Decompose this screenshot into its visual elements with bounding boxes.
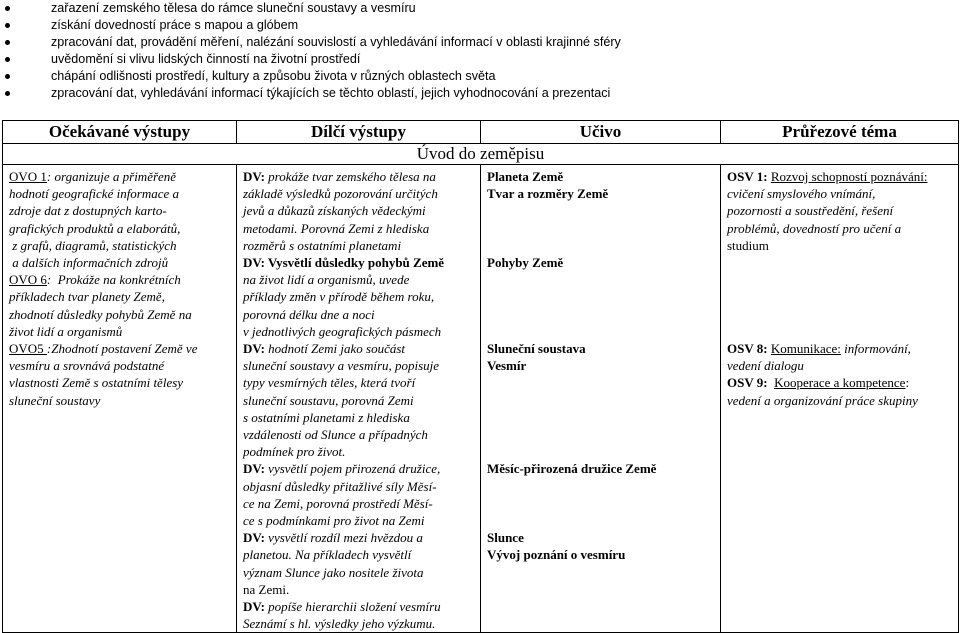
ucivo-item: Slunce bbox=[487, 530, 524, 545]
dv-block-6-first-line: DV: popíše hierarchii složení vesmíru bbox=[243, 599, 441, 615]
ovo5-line: vesmíru a srovnává podstatné bbox=[9, 358, 165, 374]
osv1-line: pozornosti a soustředění, řešení bbox=[727, 203, 894, 219]
ucivo-item: Planeta Země bbox=[487, 169, 564, 184]
dv-line: význam Slunce jako nositele života bbox=[243, 564, 424, 580]
dv-line: sluneční soustavy a vesmíru, popisuje bbox=[243, 358, 440, 374]
dv-line: ce s podmínkami pro život na Zemi bbox=[243, 513, 425, 529]
ucivo-group bbox=[487, 460, 656, 477]
dv-line: metodami. Porovná Zemi z hlediska bbox=[243, 220, 430, 236]
ovo6-line: zhodnotí důsledky pohybů Země na bbox=[9, 306, 192, 322]
osv1-first-line: OSV 1: Rozvoj schopností poznávání: bbox=[727, 169, 928, 184]
osv1-line: studium bbox=[727, 237, 769, 253]
osv8-first-line: OSV 8: Komunikace: informování, bbox=[727, 341, 911, 356]
ovo6-label: OVO 6 bbox=[9, 272, 47, 288]
ovo1-label: OVO 1 bbox=[9, 169, 47, 184]
dv-line: typy vesmírných těles, která tvoří bbox=[243, 375, 416, 391]
bullet-icon bbox=[5, 23, 10, 28]
ovo1-line: z grafů, diagramů, statistických bbox=[9, 237, 177, 253]
dv-block-3-first-line: DV: hodnotí Zemi jako součást bbox=[243, 341, 406, 357]
ovo1-line: hodnotí geografické informace a bbox=[9, 186, 180, 202]
ucivo-item: Sluneční soustava bbox=[487, 341, 586, 356]
dv-line: základě výsledků pozorování určitých bbox=[243, 186, 438, 202]
ucivo-item: Tvar a rozměry Země bbox=[487, 186, 609, 202]
table-header-row bbox=[3, 121, 959, 144]
ovo1-line: a dalších informačních zdrojů bbox=[9, 255, 169, 271]
ovo5-label: OVO5 bbox=[9, 341, 47, 357]
dv-block-4-first-line: DV: vysvětlí pojem přirozená družice, bbox=[243, 461, 441, 477]
bullet-icon bbox=[5, 6, 10, 11]
osv9-line: vedení a organizování práce skupiny bbox=[727, 392, 918, 408]
ovo5-line: sluneční soustavy bbox=[9, 392, 101, 408]
dv-line: planetou. Na příkladech vysvětlí bbox=[243, 547, 412, 563]
ovo6-first-line: OVO 6: Prokáže na konkrétních bbox=[9, 272, 181, 288]
osv8-9-block bbox=[727, 340, 918, 409]
cross-topic-cell bbox=[721, 165, 959, 633]
bullet-icon bbox=[5, 74, 10, 79]
dv-line: objasní důsledky přitažlivé síly Měsí- bbox=[243, 478, 437, 494]
dv-line: vzdálenosti od Slunce a případných bbox=[243, 427, 428, 443]
bullet-icon bbox=[5, 57, 10, 62]
osv1-line: cvičení smyslového vnímání, bbox=[727, 186, 876, 202]
dv-line: v jednotlivých geografických pásmech bbox=[243, 323, 442, 339]
section-title: Úvod do zeměpisu bbox=[3, 144, 959, 165]
osv1-block bbox=[727, 168, 928, 254]
dv-block-5-first-line: DV: vysvětlí rozdíl mezi hvězdou a bbox=[243, 530, 423, 546]
dv-line: podmínek pro život. bbox=[243, 444, 346, 460]
ucivo-item: Měsíc-přirozená družice Země bbox=[487, 461, 657, 476]
ucivo-group bbox=[487, 529, 625, 563]
ovo1-first-line: OVO 1: organizuje a přiměřeně bbox=[9, 169, 177, 184]
dv-line: Seznámí s hl. výsledky jeho výzkumu. bbox=[243, 616, 436, 632]
ucivo-item: Vesmír bbox=[487, 358, 527, 374]
ucivo-group bbox=[487, 168, 608, 202]
expected-outcomes-cell bbox=[3, 165, 237, 633]
dv-line: jevů a důkazů získaných vědeckými bbox=[243, 203, 426, 219]
osv9-first-line: OSV 9: Kooperace a kompetence: bbox=[727, 375, 910, 391]
osv8-line: vedení dialogu bbox=[727, 358, 804, 374]
dv-line: sluneční soustavu, porovná Zemi bbox=[243, 392, 414, 408]
dv-block-2-first-line: DV: Vysvětlí důsledky pohybů Země bbox=[243, 255, 445, 271]
curriculum-cell bbox=[481, 165, 721, 633]
dv-line: rozměrů s ostatními planetami bbox=[243, 237, 402, 253]
partial-outcomes-cell bbox=[237, 165, 481, 633]
section-row bbox=[3, 144, 959, 165]
header-expected-outcomes: Očekávané výstupy bbox=[3, 121, 237, 144]
bullet-icon bbox=[5, 40, 10, 45]
dv-line: příklady změn v přírodě během roku, bbox=[243, 289, 435, 305]
header-curriculum: Učivo bbox=[481, 121, 721, 144]
header-cross-topic: Průřezové téma bbox=[721, 121, 959, 144]
ovo5-line: vlastnosti Země s ostatními tělesy bbox=[9, 375, 184, 391]
dv-line: s ostatními planetami z hlediska bbox=[243, 409, 410, 425]
ucivo-group bbox=[487, 340, 586, 374]
ovo6-line: život lidí a organismů bbox=[9, 323, 123, 339]
ucivo-group bbox=[487, 254, 563, 271]
ovo5-first-line: OVO5 :Zhodnotí postavení Země ve bbox=[9, 341, 198, 357]
curriculum-table bbox=[2, 120, 959, 633]
ovo1-line: grafických produktů a elaborátů, bbox=[9, 220, 181, 236]
osv1-line: problémů, dovedností pro učení a bbox=[727, 220, 902, 236]
dv-block-1-first-line: DV: prokáže tvar zemského tělesa na bbox=[243, 169, 436, 184]
dv-line: na život lidí a organismů, uvede bbox=[243, 272, 410, 288]
ucivo-item: Vývoj poznání o vesmíru bbox=[487, 547, 626, 563]
dv-line: ce na Zemi, porovná prostředí Měsí- bbox=[243, 495, 433, 511]
ovo1-line: zdroje dat z dostupných karto- bbox=[9, 203, 167, 219]
dv-line: porovná délku dne a noci bbox=[243, 306, 375, 322]
ovo6-line: příkladech tvar planety Země, bbox=[9, 289, 165, 305]
bullet-icon bbox=[5, 91, 10, 96]
table-row bbox=[3, 165, 959, 633]
header-partial-outcomes: Dílčí výstupy bbox=[237, 121, 481, 144]
dv-line: na Zemi. bbox=[243, 581, 290, 597]
ucivo-item: Pohyby Země bbox=[487, 255, 564, 270]
